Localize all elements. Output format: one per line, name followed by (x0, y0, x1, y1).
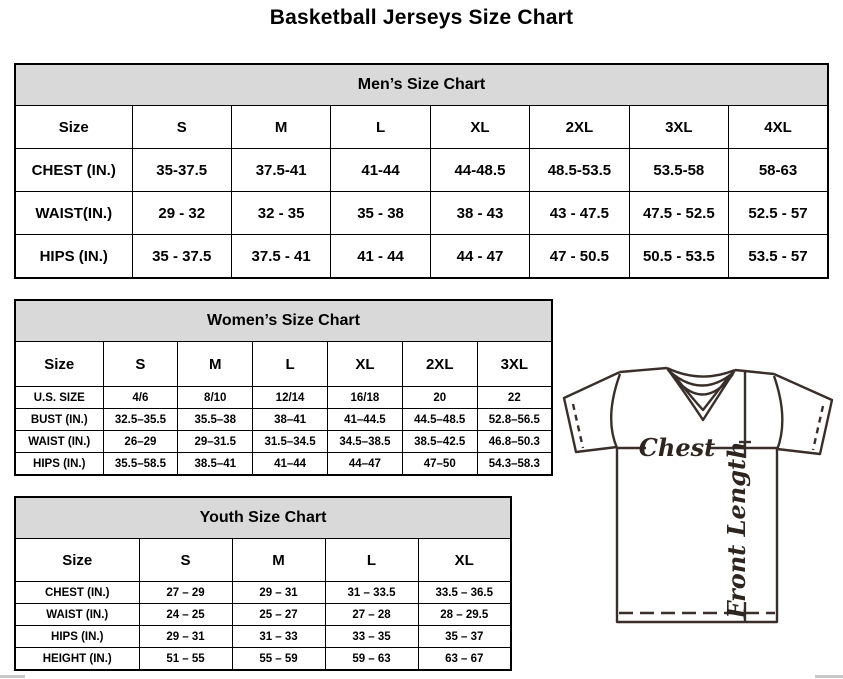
size-value: 46.8–50.3 (477, 431, 552, 453)
size-value: 29 – 31 (232, 582, 325, 604)
front-length-label: Front Length (722, 441, 751, 619)
size-value: 47.5 - 52.5 (629, 192, 728, 235)
size-value: 47 - 50.5 (530, 235, 629, 279)
size-value: 53.5 - 57 (729, 235, 828, 279)
size-value: 38 - 43 (430, 192, 529, 235)
size-value: 26–29 (103, 431, 178, 453)
row-label: WAIST (IN.) (15, 604, 139, 626)
mens-table-row (15, 192, 828, 235)
womens-col-header-2xl: 2XL (402, 342, 477, 387)
size-value: 52.8–56.5 (477, 409, 552, 431)
size-value: 59 – 63 (325, 648, 418, 671)
mens-chart-title: Men’s Size Chart (15, 64, 828, 106)
size-value: 24 – 25 (139, 604, 232, 626)
size-value: 52.5 - 57 (729, 192, 828, 235)
size-value: 25 – 27 (232, 604, 325, 626)
jersey-measurement-diagram (556, 360, 842, 628)
size-value: 48.5-53.5 (530, 149, 629, 192)
row-label: HIPS (IN.) (15, 453, 103, 476)
size-value: 35.5–58.5 (103, 453, 178, 476)
jersey-left-seam (611, 374, 620, 448)
size-value: 34.5–38.5 (327, 431, 402, 453)
size-value: 53.5-58 (629, 149, 728, 192)
size-value: 54.3–58.3 (477, 453, 552, 476)
jersey-left-shoulder-line (620, 368, 667, 372)
size-value: 16/18 (327, 387, 402, 409)
row-label: CHEST (IN.) (15, 582, 139, 604)
size-value: 20 (402, 387, 477, 409)
womens-table-row (15, 409, 552, 431)
size-value: 63 – 67 (418, 648, 511, 671)
size-value: 4/6 (103, 387, 178, 409)
mens-col-header-xl: XL (430, 106, 529, 149)
jersey-right-shoulder-line (735, 370, 774, 374)
mens-table-row (15, 149, 828, 192)
womens-table-row (15, 387, 552, 409)
mens-col-header-s: S (132, 106, 231, 149)
womens-table-row (15, 453, 552, 476)
jersey-right-seam (774, 376, 782, 450)
womens-size-chart-table (14, 299, 553, 476)
row-label: WAIST (IN.) (15, 431, 103, 453)
womens-col-header-3xl: 3XL (477, 342, 552, 387)
row-label: HEIGHT (IN.) (15, 648, 139, 671)
row-label: BUST (IN.) (15, 409, 103, 431)
womens-size-header: Size (15, 342, 103, 387)
size-value: 32 - 35 (231, 192, 330, 235)
youth-chart-title: Youth Size Chart (15, 497, 511, 539)
youth-table-row (15, 626, 511, 648)
youth-col-header-m: M (232, 539, 325, 582)
womens-col-header-m: M (178, 342, 253, 387)
row-label: WAIST(IN.) (15, 192, 132, 235)
mens-col-header-3xl: 3XL (629, 106, 728, 149)
size-value: 38.5–42.5 (402, 431, 477, 453)
size-value: 35 - 38 (331, 192, 430, 235)
youth-col-header-s: S (139, 539, 232, 582)
size-value: 35.5–38 (178, 409, 253, 431)
jersey-diagram-icon (556, 360, 842, 628)
size-value: 31 – 33 (232, 626, 325, 648)
size-value: 38.5–41 (178, 453, 253, 476)
size-value: 55 – 59 (232, 648, 325, 671)
size-value: 44–47 (327, 453, 402, 476)
womens-col-header-l: L (253, 342, 328, 387)
size-value: 22 (477, 387, 552, 409)
scrollbar-fragment-left[interactable] (0, 675, 25, 678)
mens-col-header-4xl: 4XL (729, 106, 828, 149)
womens-chart-title: Women’s Size Chart (15, 300, 552, 342)
row-label: CHEST (IN.) (15, 149, 132, 192)
row-label: HIPS (IN.) (15, 626, 139, 648)
youth-table-row (15, 604, 511, 626)
womens-table-row (15, 431, 552, 453)
scrollbar-fragment-right[interactable] (815, 675, 843, 678)
size-value: 58-63 (729, 149, 828, 192)
row-label: U.S. SIZE (15, 387, 103, 409)
mens-col-header-m: M (231, 106, 330, 149)
size-value: 27 – 28 (325, 604, 418, 626)
jersey-body-outline (617, 448, 777, 622)
size-value: 43 - 47.5 (530, 192, 629, 235)
size-value: 29–31.5 (178, 431, 253, 453)
size-value: 44 - 47 (430, 235, 529, 279)
size-value: 38–41 (253, 409, 328, 431)
size-value: 35 – 37 (418, 626, 511, 648)
youth-table-row (15, 582, 511, 604)
size-value: 41 - 44 (331, 235, 430, 279)
mens-col-header-2xl: 2XL (530, 106, 629, 149)
size-value: 51 – 55 (139, 648, 232, 671)
womens-col-header-xl: XL (327, 342, 402, 387)
size-value: 12/14 (253, 387, 328, 409)
youth-size-chart-table (14, 496, 512, 671)
size-value: 41–44.5 (327, 409, 402, 431)
size-value: 50.5 - 53.5 (629, 235, 728, 279)
youth-size-header: Size (15, 539, 139, 582)
size-value: 28 – 29.5 (418, 604, 511, 626)
chest-label: Chest (638, 433, 716, 462)
size-value: 29 – 31 (139, 626, 232, 648)
youth-col-header-xl: XL (418, 539, 511, 582)
size-value: 32.5–35.5 (103, 409, 178, 431)
size-value: 33 – 35 (325, 626, 418, 648)
row-label: HIPS (IN.) (15, 235, 132, 279)
size-value: 35 - 37.5 (132, 235, 231, 279)
mens-table-row (15, 235, 828, 279)
size-value: 47–50 (402, 453, 477, 476)
size-value: 41-44 (331, 149, 430, 192)
mens-size-header: Size (15, 106, 132, 149)
size-value: 44.5–48.5 (402, 409, 477, 431)
youth-col-header-l: L (325, 539, 418, 582)
size-value: 31 – 33.5 (325, 582, 418, 604)
size-value: 35-37.5 (132, 149, 231, 192)
size-value: 8/10 (178, 387, 253, 409)
size-value: 27 – 29 (139, 582, 232, 604)
size-value: 29 - 32 (132, 192, 231, 235)
size-value: 41–44 (253, 453, 328, 476)
page-title: Basketball Jerseys Size Chart (269, 6, 574, 29)
size-value: 31.5–34.5 (253, 431, 328, 453)
youth-table-row (15, 648, 511, 671)
size-value: 44-48.5 (430, 149, 529, 192)
size-value: 37.5-41 (231, 149, 330, 192)
mens-col-header-l: L (331, 106, 430, 149)
womens-col-header-s: S (103, 342, 178, 387)
size-value: 37.5 - 41 (231, 235, 330, 279)
mens-size-chart-table (14, 63, 829, 279)
size-value: 33.5 – 36.5 (418, 582, 511, 604)
